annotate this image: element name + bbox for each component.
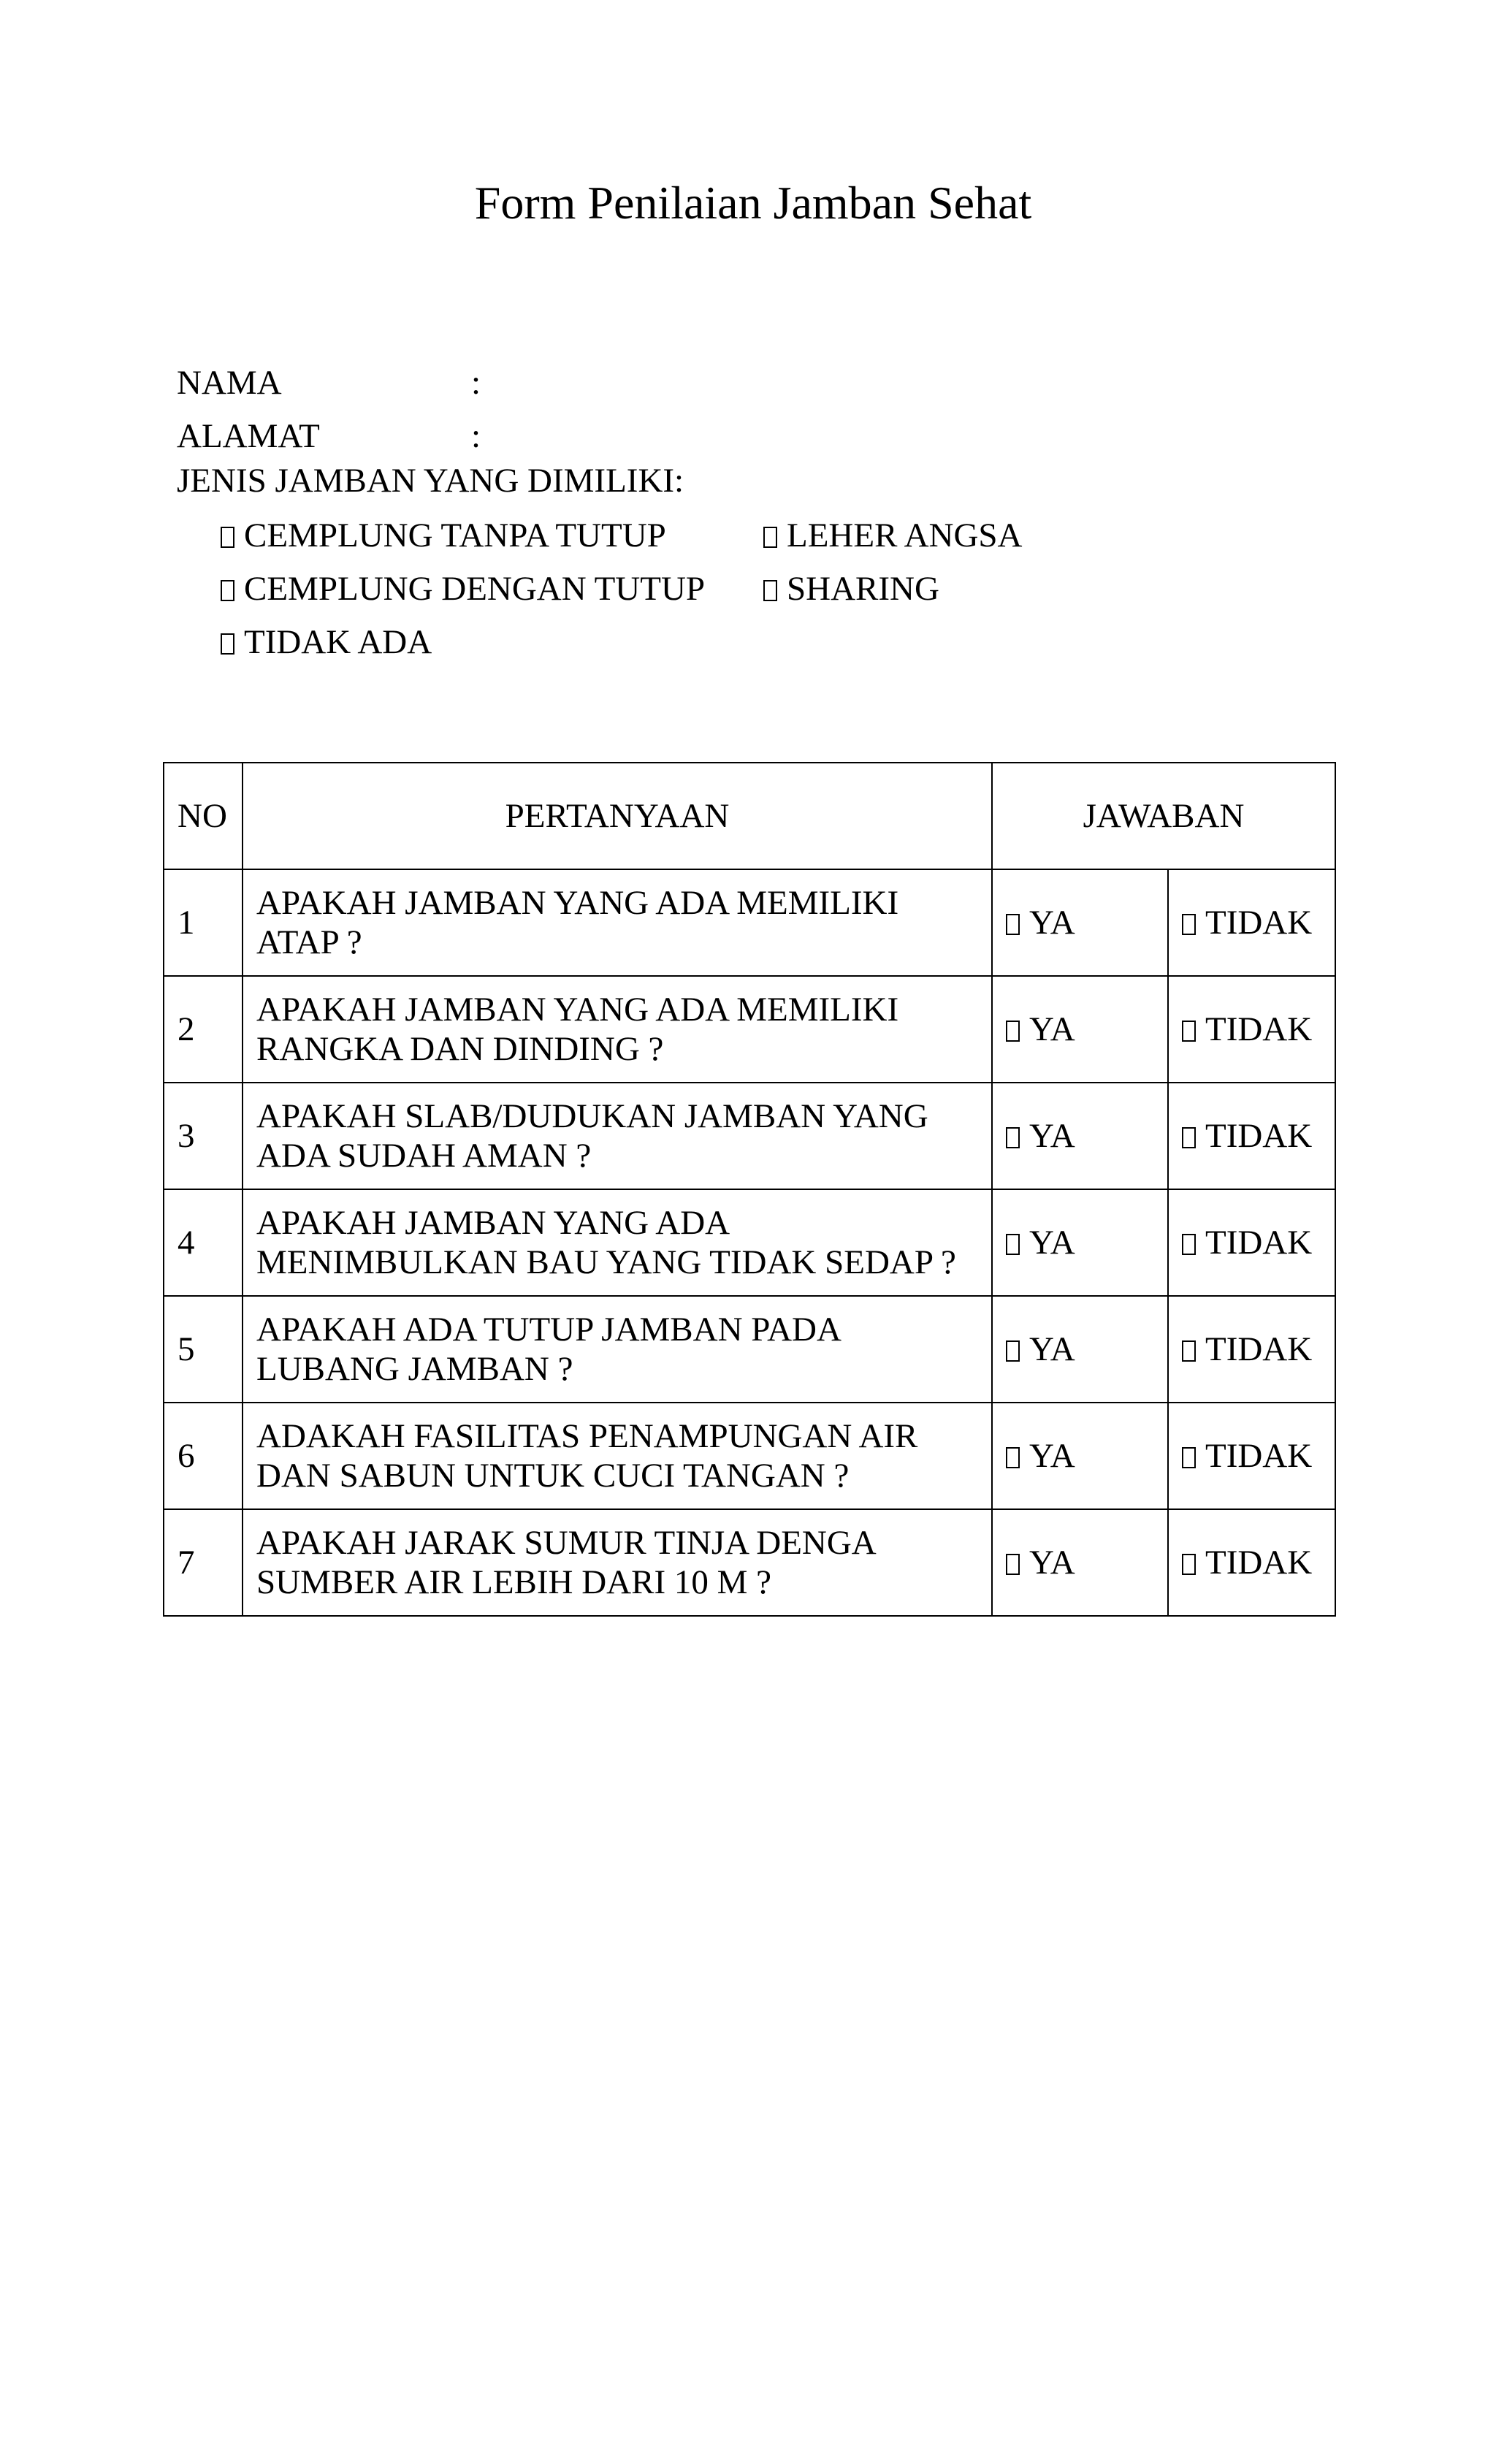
answer-yes-cell[interactable] — [992, 869, 1168, 976]
answer-yes-cell[interactable] — [992, 1403, 1168, 1509]
row-number: 7 — [164, 1509, 243, 1616]
row-question: APAKAH SLAB/DUDUKAN JAMBAN YANG ADA SUDAH AMAN ? — [243, 1083, 992, 1189]
field-label: NAMA — [177, 364, 282, 402]
row-number: 2 — [164, 976, 243, 1083]
checkbox-icon[interactable] — [1182, 1554, 1196, 1575]
answer-no-label: TIDAK — [1205, 1224, 1313, 1262]
option-label: TIDAK ADA — [244, 623, 432, 661]
checkbox-icon[interactable] — [1182, 1127, 1196, 1148]
option-label: CEMPLUNG TANPA TUTUP — [244, 516, 666, 554]
answer-no-cell[interactable] — [1168, 1403, 1335, 1509]
row-question: APAKAH JAMBAN YANG ADA MEMILIKI RANGKA DAN DINDING ? — [243, 976, 992, 1083]
answer-no-label: TIDAK — [1205, 1117, 1313, 1155]
row-question: ADAKAH FASILITAS PENAMPUNGAN AIR DAN SABUN UNTUK CUCI TANGAN ? — [243, 1403, 992, 1509]
answer-yes-cell[interactable] — [992, 1189, 1168, 1296]
answer-no-label: TIDAK — [1205, 1437, 1313, 1475]
row-question: APAKAH JARAK SUMUR TINJA DENGA SUMBER AIR LEBIH DARI 10 M ? — [243, 1509, 992, 1616]
option-sharing[interactable] — [763, 567, 939, 611]
checkbox-icon[interactable] — [1182, 1234, 1196, 1255]
checkbox-icon[interactable] — [1182, 914, 1196, 935]
row-question: APAKAH JAMBAN YANG ADA MEMILIKI ATAP ? — [243, 869, 992, 976]
answer-yes-cell[interactable] — [992, 1296, 1168, 1403]
answer-no-cell[interactable] — [1168, 1509, 1335, 1616]
table-row — [164, 1509, 1335, 1616]
checkbox-icon[interactable] — [1182, 1021, 1196, 1042]
row-question: APAKAH JAMBAN YANG ADA MENIMBULKAN BAU YANG TIDAK SEDAP ? — [243, 1189, 992, 1296]
checkbox-icon[interactable] — [221, 527, 234, 548]
answer-yes-label: YA — [1029, 1544, 1075, 1582]
table-header-row — [164, 763, 1335, 869]
row-question: APAKAH ADA TUTUP JAMBAN PADA LUBANG JAMBAN ? — [243, 1296, 992, 1403]
checkbox-icon[interactable] — [1006, 1554, 1020, 1575]
answer-no-cell[interactable] — [1168, 1296, 1335, 1403]
option-cemplung-dengan-tutup[interactable] — [221, 567, 705, 611]
header-answer: JAWABAN — [992, 763, 1335, 869]
answer-yes-label: YA — [1029, 1330, 1075, 1368]
answer-yes-label: YA — [1029, 1437, 1075, 1475]
answer-yes-label: YA — [1029, 904, 1075, 942]
checkbox-icon[interactable] — [1182, 1340, 1196, 1362]
page-title: Form Penilaian Jamban Sehat — [474, 177, 1032, 229]
checkbox-icon[interactable] — [1006, 1234, 1020, 1255]
answer-no-cell[interactable] — [1168, 1083, 1335, 1189]
option-label: LEHER ANGSA — [787, 516, 1023, 554]
answer-no-label: TIDAK — [1205, 1010, 1313, 1048]
answer-yes-cell[interactable] — [992, 1083, 1168, 1189]
row-number: 4 — [164, 1189, 243, 1296]
option-cemplung-tanpa-tutup[interactable] — [221, 514, 666, 557]
table-row — [164, 1189, 1335, 1296]
row-number: 6 — [164, 1403, 243, 1509]
answer-yes-cell[interactable] — [992, 1509, 1168, 1616]
answer-no-cell[interactable] — [1168, 976, 1335, 1083]
table-row — [164, 869, 1335, 976]
table-row — [164, 1083, 1335, 1189]
answer-yes-label: YA — [1029, 1224, 1075, 1262]
option-label: SHARING — [787, 570, 939, 608]
field-colon: : — [471, 417, 481, 455]
checkbox-icon[interactable] — [221, 580, 234, 601]
checkbox-icon[interactable] — [763, 527, 777, 548]
table-row — [164, 1403, 1335, 1509]
row-number: 5 — [164, 1296, 243, 1403]
field-alamat[interactable] — [177, 414, 481, 458]
option-leher-angsa[interactable] — [763, 514, 1022, 557]
checkbox-icon[interactable] — [221, 633, 234, 655]
answer-yes-cell[interactable] — [992, 976, 1168, 1083]
checkbox-icon[interactable] — [1182, 1447, 1196, 1468]
row-number: 3 — [164, 1083, 243, 1189]
field-colon: : — [471, 364, 481, 402]
answer-yes-label: YA — [1029, 1010, 1075, 1048]
checkbox-icon[interactable] — [1006, 1127, 1020, 1148]
checkbox-icon[interactable] — [1006, 1340, 1020, 1362]
table-row — [164, 976, 1335, 1083]
options-heading: JENIS JAMBAN YANG DIMILIKI: — [177, 462, 684, 500]
option-tidak-ada[interactable] — [221, 620, 432, 664]
answer-no-cell[interactable] — [1168, 869, 1335, 976]
row-number: 1 — [164, 869, 243, 976]
field-label: ALAMAT — [177, 417, 320, 455]
answer-no-label: TIDAK — [1205, 1330, 1313, 1368]
answer-no-label: TIDAK — [1205, 904, 1313, 942]
table-row — [164, 1296, 1335, 1403]
answer-no-cell[interactable] — [1168, 1189, 1335, 1296]
checkbox-icon[interactable] — [1006, 1021, 1020, 1042]
checkbox-icon[interactable] — [1006, 914, 1020, 935]
option-label: CEMPLUNG DENGAN TUTUP — [244, 570, 706, 608]
question-table — [163, 762, 1336, 1617]
header-question: PERTANYAAN — [243, 763, 992, 869]
field-nama[interactable] — [177, 361, 481, 405]
checkbox-icon[interactable] — [763, 580, 777, 601]
header-no: NO — [164, 763, 243, 869]
checkbox-icon[interactable] — [1006, 1447, 1020, 1468]
answer-no-label: TIDAK — [1205, 1544, 1313, 1582]
answer-yes-label: YA — [1029, 1117, 1075, 1155]
